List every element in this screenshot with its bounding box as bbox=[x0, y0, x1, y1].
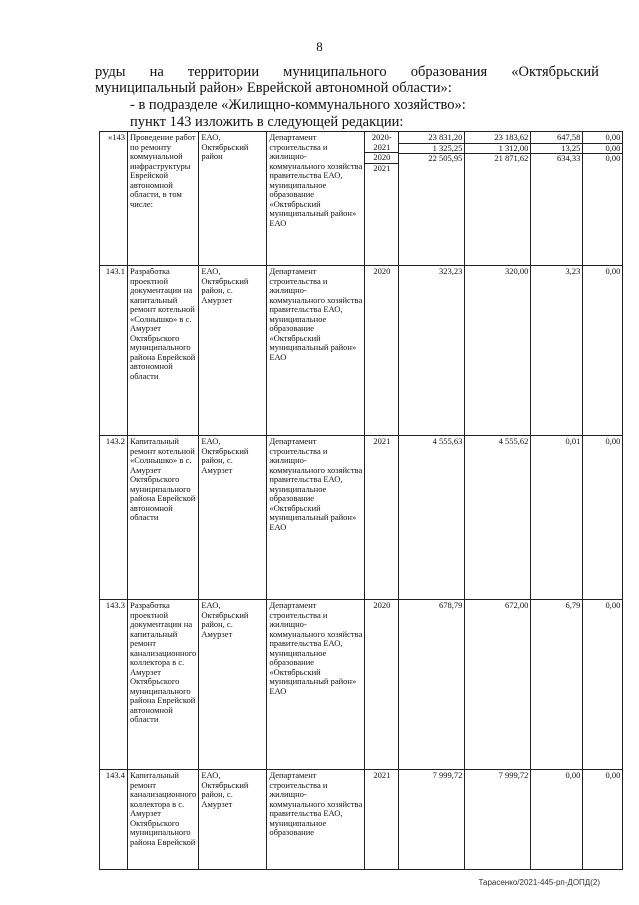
local-funds-cell bbox=[583, 266, 623, 436]
intro-word: муниципального bbox=[283, 64, 387, 80]
location-cell: ЕАО, Октябрьский район, с. Амурзет bbox=[199, 436, 267, 600]
local-funds-cell bbox=[583, 436, 623, 600]
federal-funds-cell-value: 1 312,00 bbox=[465, 143, 530, 154]
footer-reference: Тарасенко/2021-445-рп-ДОПД(2) bbox=[478, 878, 600, 887]
item-name-cell: Проведение работ по ремонту коммунальной инфраструктуры Еврейской автономной области, в том числе: bbox=[128, 132, 199, 266]
executor-cell: Департамент строительства и жилищно-коммунального хозяйства правительства ЕАО, муниципальное образование bbox=[267, 770, 365, 870]
local-funds-cell-value: 0,00 bbox=[583, 153, 622, 164]
page-number: 8 bbox=[316, 39, 323, 54]
local-funds-cell-value: 0,00 bbox=[605, 770, 621, 780]
table-row bbox=[100, 600, 623, 770]
year-cell-value: 2020 bbox=[373, 600, 391, 610]
year-cell-value: 2020-2021 bbox=[371, 132, 392, 152]
federal-funds-cell-value: 672,00 bbox=[504, 600, 529, 610]
federal-funds-cell bbox=[465, 266, 531, 436]
intro-word: территории bbox=[187, 64, 260, 80]
total-cell bbox=[399, 132, 465, 266]
year-cell bbox=[365, 132, 399, 266]
local-funds-cell-value: 0,00 bbox=[605, 266, 621, 276]
total-cell-value: 1 325,25 bbox=[399, 143, 464, 154]
year-cell-value: 2021 bbox=[373, 770, 391, 780]
item-number-cell: 143.2 bbox=[100, 436, 128, 600]
table-row bbox=[100, 770, 623, 870]
regional-funds-cell-value: 13,25 bbox=[531, 143, 582, 154]
executor-cell: Департамент строительства и жилищно-коммунального хозяйства правительства ЕАО, муниципальное образование «Октябрьский муниципальный район» ЕАО bbox=[267, 436, 365, 600]
total-cell-value: 323,23 bbox=[438, 266, 463, 276]
regional-funds-cell bbox=[531, 436, 583, 600]
table-row bbox=[100, 436, 623, 600]
local-funds-cell-value: 0,00 bbox=[583, 143, 622, 154]
item-number-cell: «143 bbox=[100, 132, 128, 266]
total-cell bbox=[399, 266, 465, 436]
intro-word: на bbox=[149, 64, 164, 80]
regional-funds-cell bbox=[531, 770, 583, 870]
location-cell: ЕАО, Октябрьский район, с. Амурзет bbox=[199, 770, 267, 870]
intro-word: «Октябрьский bbox=[511, 64, 599, 80]
local-funds-cell bbox=[583, 770, 623, 870]
federal-funds-cell bbox=[465, 770, 531, 870]
year-cell bbox=[365, 600, 399, 770]
intro-line-2: муниципальный район» Еврейской автономной области»: bbox=[95, 80, 452, 96]
total-cell-value: 678,79 bbox=[438, 600, 463, 610]
program-table bbox=[99, 131, 623, 870]
year-cell-value: 2020 bbox=[365, 152, 398, 163]
regional-funds-cell bbox=[531, 132, 583, 266]
intro-line-4: пункт 143 изложить в следующей редакции: bbox=[130, 114, 404, 130]
year-cell-value: 2021 bbox=[365, 163, 398, 174]
intro-paragraph bbox=[95, 64, 599, 96]
federal-funds-cell-value: 4 555,62 bbox=[498, 436, 529, 446]
local-funds-cell bbox=[583, 600, 623, 770]
federal-funds-cell bbox=[465, 132, 531, 266]
executor-cell: Департамент строительства и жилищно-коммунального хозяйства правительства ЕАО, муниципальное образование «Октябрьский муниципальный район» ЕАО bbox=[267, 132, 365, 266]
regional-funds-cell-value: 0,00 bbox=[565, 770, 581, 780]
item-name-cell: Разработка проектной документации на капитальный ремонт котельной «Солнышко» в с. Амурзет Октябрьского муниципального района Еврейской автономной области bbox=[128, 266, 199, 436]
total-cell-value: 23 831,20 bbox=[428, 132, 463, 142]
federal-funds-cell bbox=[465, 436, 531, 600]
regional-funds-cell-value: 634,33 bbox=[531, 153, 582, 164]
year-cell bbox=[365, 266, 399, 436]
item-number-cell: 143.3 bbox=[100, 600, 128, 770]
location-cell: ЕАО, Октябрьский район, с. Амурзет bbox=[199, 266, 267, 436]
intro-word: руды bbox=[95, 64, 126, 80]
local-funds-cell-value: 0,00 bbox=[605, 600, 621, 610]
year-cell bbox=[365, 436, 399, 600]
regional-funds-cell bbox=[531, 600, 583, 770]
federal-funds-cell-value: 320,00 bbox=[504, 266, 529, 276]
location-cell: ЕАО, Октябрьский район, с. Амурзет bbox=[199, 600, 267, 770]
intro-word: образования bbox=[410, 64, 488, 80]
regional-funds-cell-value: 0,01 bbox=[565, 436, 581, 446]
item-number-cell: 143.1 bbox=[100, 266, 128, 436]
local-funds-cell-value: 0,00 bbox=[605, 436, 621, 446]
item-name-cell: Капитальный ремонт котельной «Солнышко» в с. Амурзет Октябрьского муниципального района Еврейской автономной области bbox=[128, 436, 199, 600]
item-name-cell: Капитальный ремонт канализационного коллектора в с. Амурзет Октябрьского муниципального района Еврейской bbox=[128, 770, 199, 870]
year-cell-value: 2020 bbox=[373, 266, 391, 276]
table-row bbox=[100, 132, 623, 266]
regional-funds-cell-value: 3,23 bbox=[565, 266, 581, 276]
total-cell bbox=[399, 770, 465, 870]
table-row bbox=[100, 266, 623, 436]
federal-funds-cell-value: 21 871,62 bbox=[465, 153, 530, 164]
local-funds-cell bbox=[583, 132, 623, 266]
local-funds-cell-value: 0,00 bbox=[605, 132, 621, 142]
federal-funds-cell-value: 7 999,72 bbox=[498, 770, 529, 780]
intro-line-3: - в подразделе «Жилищно-коммунального хозяйство»: bbox=[130, 97, 466, 113]
item-name-cell: Разработка проектной документации на капитальный ремонт канализационного коллектора в с. Амурзет Октябрьского муниципального района Еврейской автономной области bbox=[128, 600, 199, 770]
total-cell bbox=[399, 436, 465, 600]
total-cell bbox=[399, 600, 465, 770]
total-cell-value: 7 999,72 bbox=[432, 770, 463, 780]
regional-funds-cell-value: 6,79 bbox=[565, 600, 581, 610]
total-cell-value: 4 555,63 bbox=[432, 436, 463, 446]
federal-funds-cell bbox=[465, 600, 531, 770]
year-cell bbox=[365, 770, 399, 870]
total-cell-value: 22 505,95 bbox=[399, 153, 464, 164]
intro-line-1 bbox=[95, 64, 599, 80]
regional-funds-cell bbox=[531, 266, 583, 436]
federal-funds-cell-value: 23 183,62 bbox=[494, 132, 529, 142]
executor-cell: Департамент строительства и жилищно-коммунального хозяйства правительства ЕАО, муниципальное образование «Октябрьский муниципальный район» ЕАО bbox=[267, 600, 365, 770]
location-cell: ЕАО, Октябрьский район bbox=[199, 132, 267, 266]
year-cell-value: 2021 bbox=[373, 436, 391, 446]
regional-funds-cell-value: 647,58 bbox=[556, 132, 581, 142]
item-number-cell: 143.4 bbox=[100, 770, 128, 870]
executor-cell: Департамент строительства и жилищно-коммунального хозяйства правительства ЕАО, муниципальное образование «Октябрьский муниципальный район» ЕАО bbox=[267, 266, 365, 436]
